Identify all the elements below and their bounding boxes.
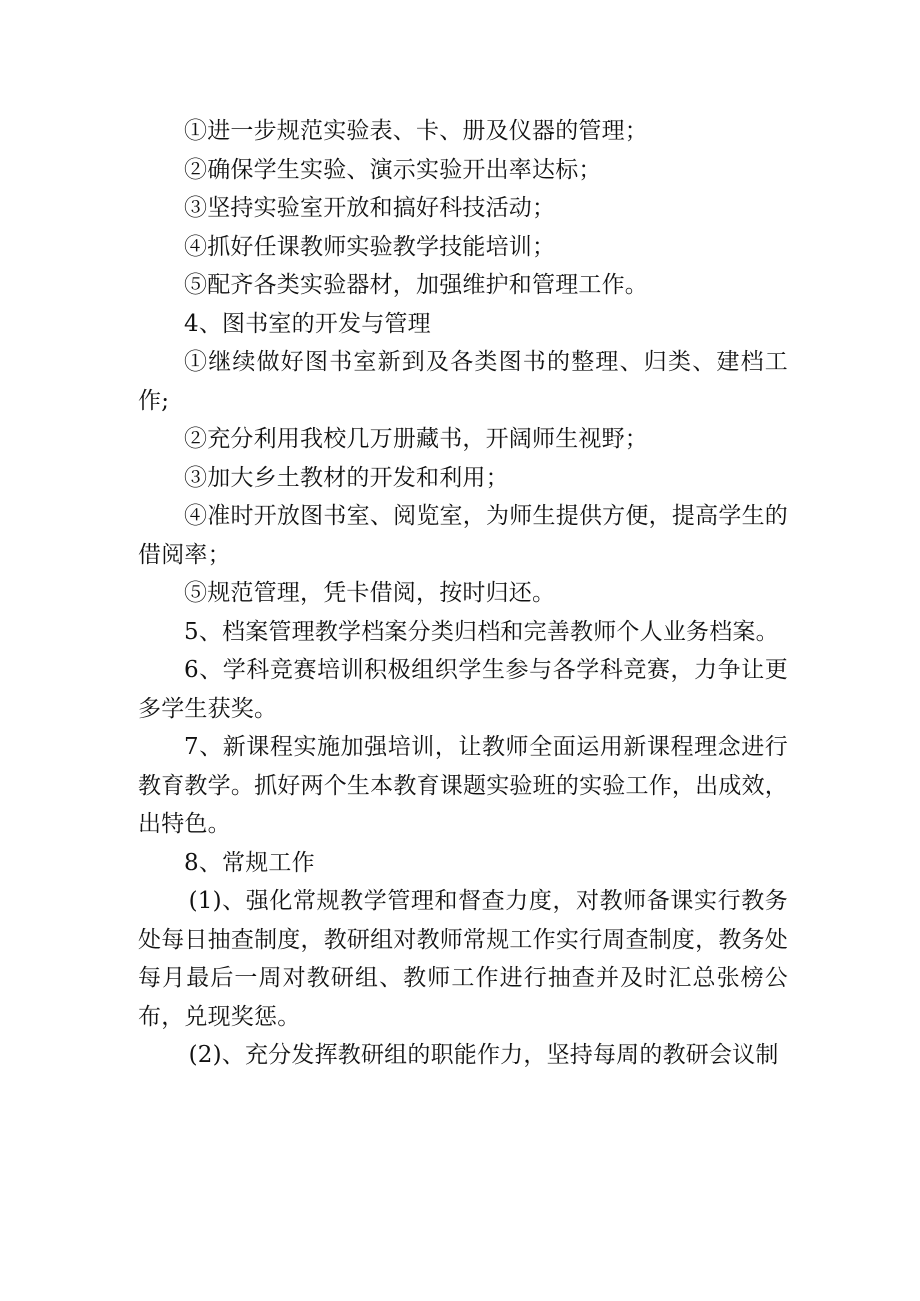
list-item-library-collection: ②充分利用我校几万册藏书，开阔师生视野；: [184, 426, 648, 452]
list-item-lab-rate: ②确保学生实验、演示实验开出率达标；: [184, 156, 602, 183]
list-item-library-opening: ④准时开放图书室、阅览室，为师生提供方便，提高学生的借阅率；: [138, 503, 788, 568]
list-item-lab-training: ④抓好任课教师实验教学技能培训；: [184, 233, 556, 260]
list-item-library-cataloging: ①继续做好图书室新到及各类图书的整理、归类、建档工作;: [138, 349, 788, 414]
list-item-lab-records: ①进一步规范实验表、卡、册及仪器的管理；: [184, 118, 648, 144]
section-heading-routine: 8、常规工作: [184, 849, 315, 876]
list-item-routine-2: (2)、充分发挥教研组的职能作力，坚持每周的教研会议制: [188, 1042, 779, 1068]
section-heading-library: 4、图书室的开发与管理: [184, 310, 431, 337]
list-item-lab-equipment: ⑤配齐各类实验器材，加强维护和管理工作。: [184, 272, 648, 298]
list-item-lab-open: ③坚持实验室开放和搞好科技活动；: [184, 195, 556, 221]
list-item-library-local-materials: ③加大乡土教材的开发和利用；: [184, 464, 509, 491]
section-archives: 5、档案管理教学档案分类归档和完善教师个人业务档案。: [184, 618, 779, 645]
section-competition: 6、学科竞赛培训积极组织学生参与各学科竞赛，力争让更多学生获奖。: [138, 657, 788, 722]
list-item-library-borrowing: ⑤规范管理，凭卡借阅，按时归还。: [184, 580, 556, 606]
section-new-curriculum: 7、新课程实施加强培训，让教师全面运用新课程理念进行教育教学。抓好两个生本教育课题实验班的实验工作，出成效，出特色。: [138, 734, 788, 837]
document-body: [138, 112, 788, 1075]
list-item-routine-1: (1)、强化常规教学管理和督查力度，对教师备课实行教务处每日抽查制度，教研组对教师常规工作实行周查制度，教务处每月最后一周对教研组、教师工作进行抽查并及时汇总张榜公布，兑现奖惩。: [138, 888, 788, 1030]
